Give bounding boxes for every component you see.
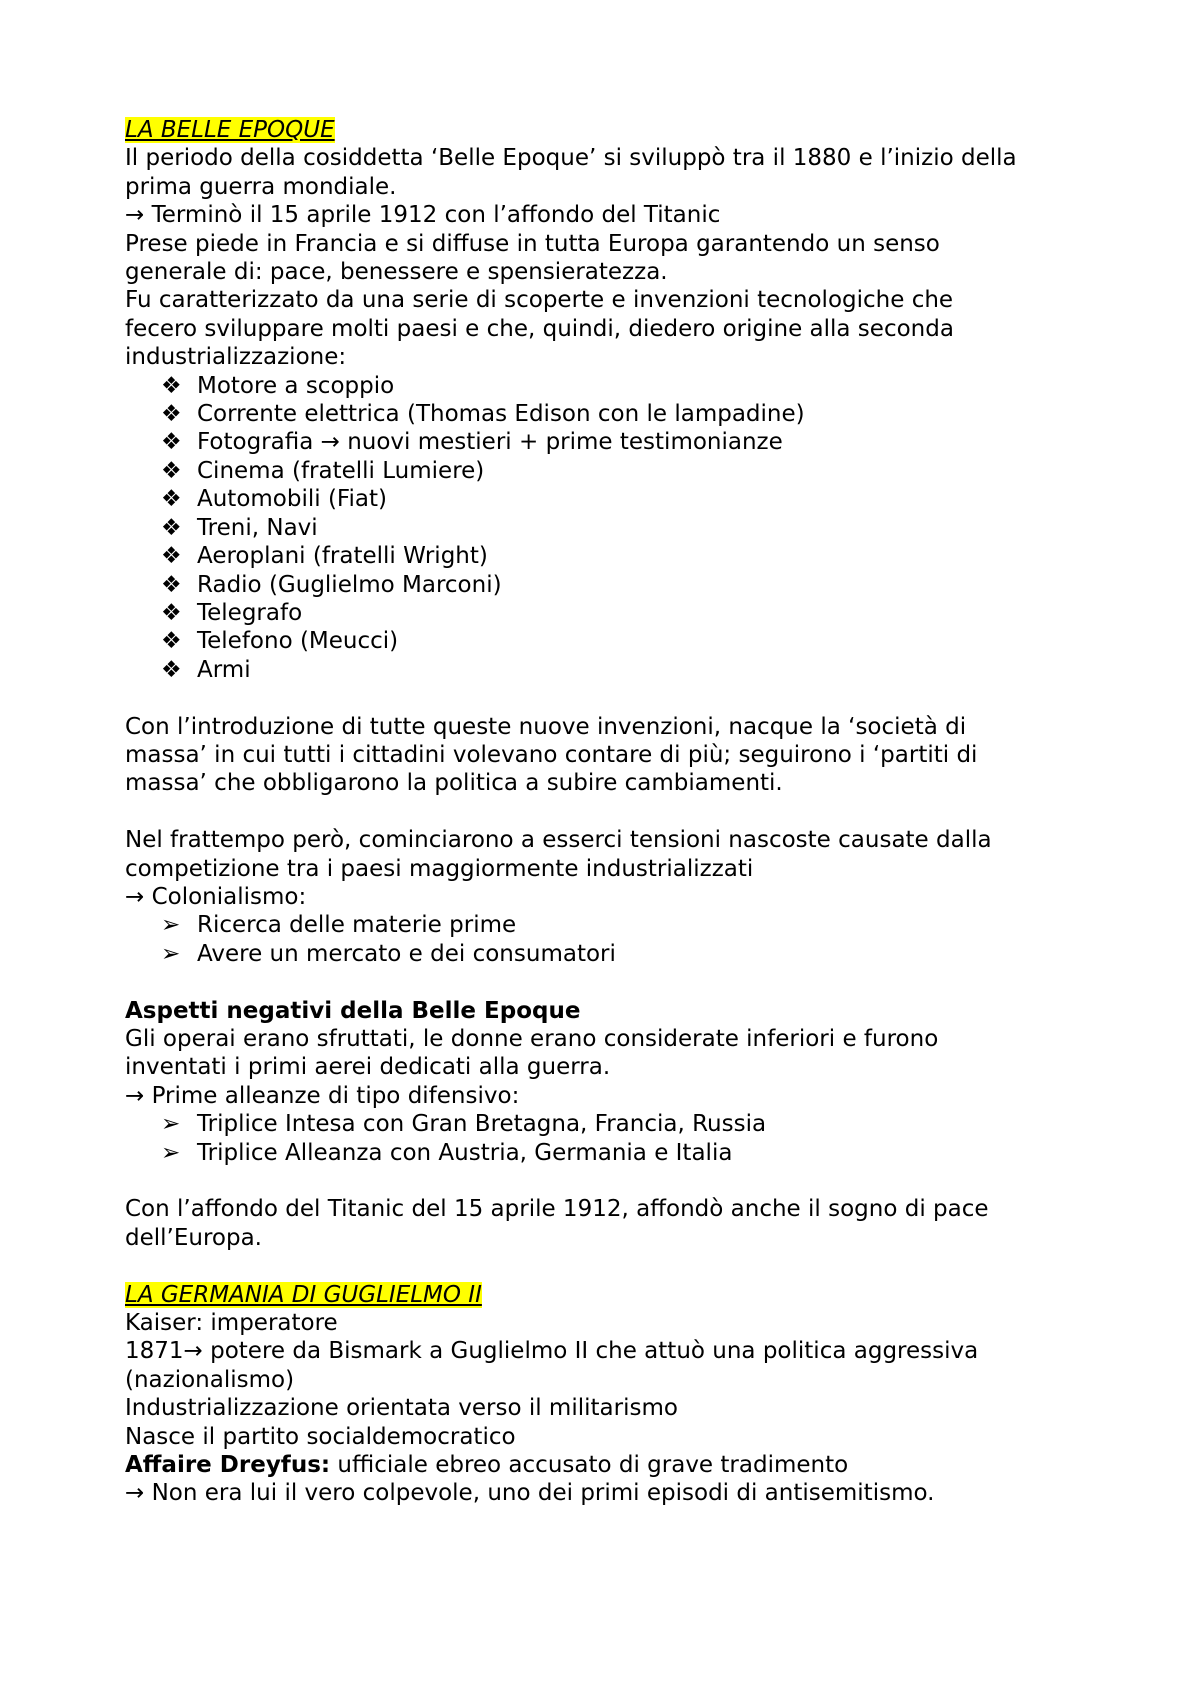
- section-title-negative-aspects: Aspetti negativi della Belle Epoque: [125, 997, 581, 1024]
- diamond-bullet-icon: ❖: [161, 543, 182, 570]
- diamond-bullet-icon: ❖: [161, 372, 182, 399]
- paragraph-line: Nel frattempo però, cominciarono a esserci tensioni nascoste causate dalla: [125, 827, 992, 854]
- paragraph-line: fecero sviluppare molti paesi e che, quindi, diedero origine alla seconda: [125, 315, 954, 342]
- paragraph-line: Il periodo della cosiddetta ‘Belle Epoque’ si sviluppò tra il 1880 e l’inizio della: [125, 145, 1017, 172]
- arrow-bullet-icon: ➢: [161, 1139, 181, 1166]
- term-definition: ufficiale ebreo accusato di grave tradimento: [330, 1452, 849, 1479]
- paragraph-line: Kaiser: imperatore: [125, 1309, 338, 1336]
- list-item: ➢ Avere un mercato e dei consumatori: [161, 940, 616, 967]
- arrow-icon: →: [125, 1082, 145, 1109]
- section-title-germania: [125, 1281, 1085, 1309]
- arrow-line: [125, 201, 1085, 229]
- paragraph-line: Con l’affondo del Titanic del 15 aprile 1912, affondò anche il sogno di pace: [125, 1196, 989, 1223]
- paragraph-line: prima guerra mondiale.: [125, 173, 397, 200]
- alliances-list: [125, 1110, 1085, 1167]
- list-item: ❖ Fotografia → nuovi mestieri + prime testimonianze: [161, 429, 783, 456]
- paragraph-line: Industrializzazione orientata verso il militarismo: [125, 1395, 678, 1422]
- highlighted-heading: LA GERMANIA DI GUGLIELMO II: [125, 1281, 482, 1308]
- list-item: ❖ Corrente elettrica (Thomas Edison con le lampadine): [161, 401, 805, 428]
- list-item: ❖ Motore a scoppio: [161, 372, 395, 399]
- arrow-text: Colonialismo:: [151, 883, 307, 910]
- diamond-bullet-icon: ❖: [161, 401, 182, 428]
- list-item: ❖ Radio (Guglielmo Marconi): [161, 571, 502, 598]
- paragraph-line: (nazionalismo): [125, 1366, 295, 1393]
- paragraph-line: industrializzazione:: [125, 344, 347, 371]
- diamond-bullet-icon: ❖: [161, 486, 182, 513]
- list-item: ❖ Cinema (fratelli Lumiere): [161, 457, 485, 484]
- arrow-text: Non era lui il vero colpevole, uno dei primi episodi di antisemitismo.: [151, 1480, 935, 1507]
- diamond-bullet-icon: ❖: [161, 628, 182, 655]
- highlighted-heading: LA BELLE EPOQUE: [125, 117, 335, 143]
- list-item: ➢ Triplice Intesa con Gran Bretagna, Francia, Russia: [161, 1111, 767, 1138]
- paragraph-line: Fu caratterizzato da una serie di scoperte e invenzioni tecnologiche che: [125, 287, 954, 314]
- paragraph-line: [125, 1451, 1085, 1479]
- paragraph-line: generale di: pace, benessere e spensieratezza.: [125, 259, 668, 286]
- arrow-bullet-icon: ➢: [161, 1111, 181, 1138]
- arrow-line: [125, 883, 1085, 911]
- paragraph-line: dell’Europa.: [125, 1224, 262, 1251]
- diamond-bullet-icon: ❖: [161, 599, 182, 626]
- arrow-text: Terminò il 15 aprile 1912 con l’affondo del Titanic: [151, 202, 721, 229]
- arrow-line: [125, 1479, 1085, 1507]
- blank-line: [125, 684, 1085, 712]
- arrow-bullet-icon: ➢: [161, 912, 181, 939]
- diamond-bullet-icon: ❖: [161, 514, 182, 541]
- diamond-bullet-icon: ❖: [161, 656, 182, 683]
- diamond-bullet-icon: ❖: [161, 571, 182, 598]
- arrow-icon: →: [125, 883, 145, 910]
- list-item: ➢ Ricerca delle materie prime: [161, 912, 517, 939]
- arrow-icon: →: [125, 202, 145, 229]
- paragraph-line: Gli operai erano sfruttati, le donne erano considerate inferiori e furono: [125, 1025, 939, 1052]
- paragraph-line: Prese piede in Francia e si diffuse in tutta Europa garantendo un senso: [125, 230, 940, 257]
- paragraph-line: 1871→ potere da Bismark a Guglielmo II che attuò una politica aggressiva: [125, 1338, 979, 1365]
- blank-line: [125, 798, 1085, 826]
- list-item: ➢ Triplice Alleanza con Austria, Germania e Italia: [161, 1139, 733, 1166]
- bold-term: Affaire Dreyfus:: [125, 1452, 331, 1479]
- inventions-list: [125, 372, 1085, 684]
- list-item: ❖ Aeroplani (fratelli Wright): [161, 543, 488, 570]
- paragraph-line: inventati i primi aerei dedicati alla guerra.: [125, 1054, 611, 1081]
- arrow-icon: →: [125, 1480, 145, 1507]
- arrow-line: [125, 1082, 1085, 1110]
- diamond-bullet-icon: ❖: [161, 457, 182, 484]
- list-item: ❖ Automobili (Fiat): [161, 486, 387, 513]
- paragraph-line: massa’ in cui tutti i cittadini volevano contare di più; seguirono i ‘partiti di: [125, 741, 978, 768]
- list-item: ❖ Treni, Navi: [161, 514, 318, 541]
- colonialism-list: [125, 911, 1085, 968]
- blank-line: [125, 1252, 1085, 1280]
- section-title-belle-epoque: [125, 116, 1085, 144]
- paragraph-line: Nasce il partito socialdemocratico: [125, 1423, 516, 1450]
- list-item: ❖ Telegrafo: [161, 599, 303, 626]
- diamond-bullet-icon: ❖: [161, 429, 182, 456]
- arrow-text: Prime alleanze di tipo difensivo:: [151, 1082, 520, 1109]
- blank-line: [125, 1167, 1085, 1195]
- blank-line: [125, 968, 1085, 996]
- paragraph-line: massa’ che obbligarono la politica a subire cambiamenti.: [125, 770, 783, 797]
- list-item: ❖ Armi: [161, 656, 251, 683]
- arrow-bullet-icon: ➢: [161, 940, 181, 967]
- paragraph-line: Con l’introduzione di tutte queste nuove invenzioni, nacque la ‘società di: [125, 713, 967, 740]
- list-item: ❖ Telefono (Meucci): [161, 628, 399, 655]
- paragraph-line: competizione tra i paesi maggiormente industrializzati: [125, 855, 754, 882]
- document-body: [125, 116, 1085, 1508]
